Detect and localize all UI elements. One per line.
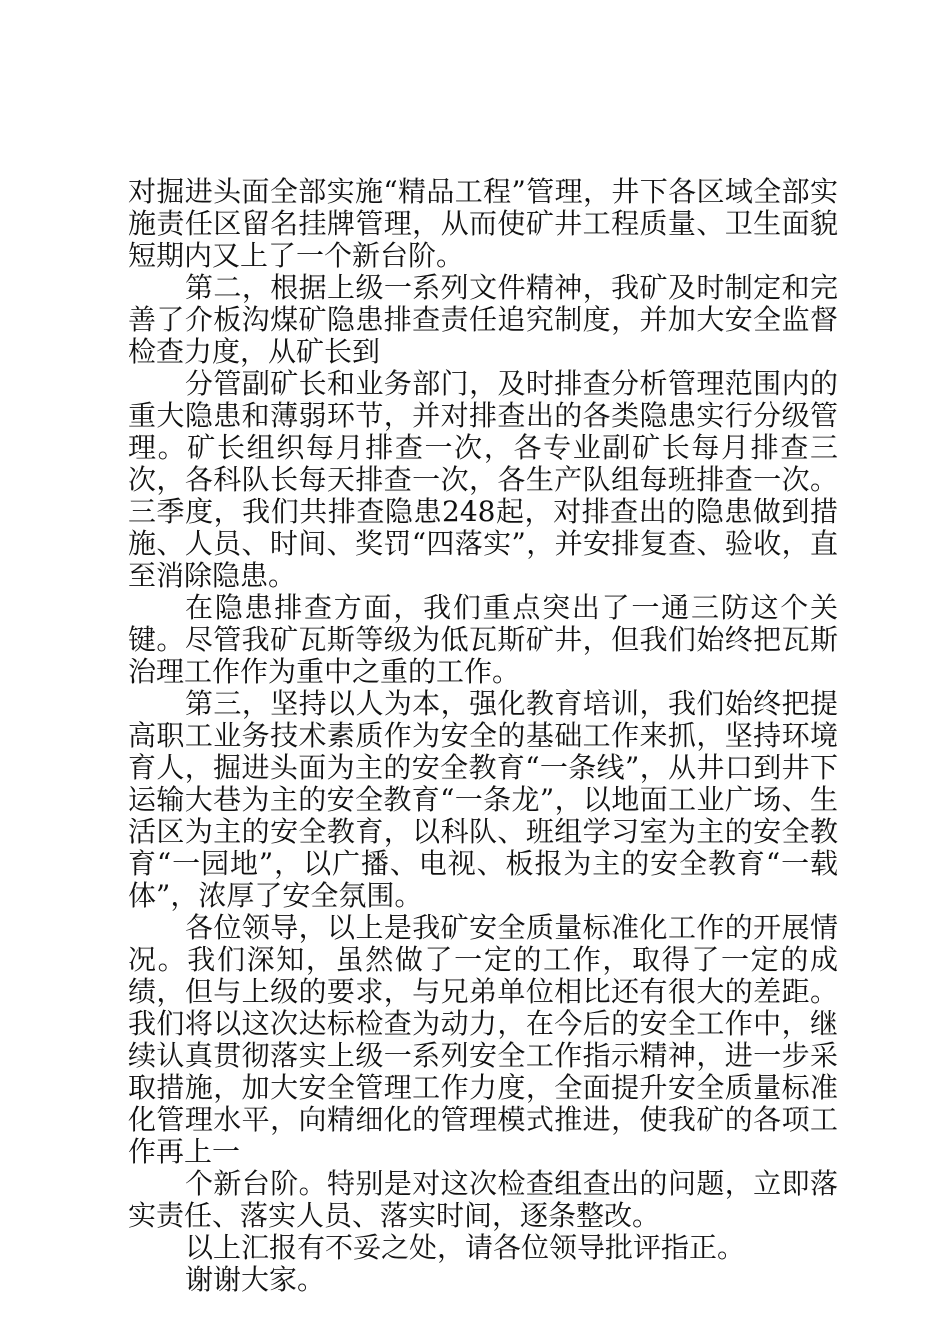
paragraph-continuation: 对掘进头面全部实施“精品工程”管理，井下各区域全部实施责任区留名挂牌管理，从而使矿井工程质量、卫生面貌短期内又上了一个新台阶。: [128, 175, 838, 272]
paragraph-closing-request: 以上汇报有不妥之处，请各位领导批评指正。: [185, 1231, 746, 1264]
paragraph-hazard-inspection: 分管副矿长和业务部门，及时排查分析管理范围内的重大隐患和薄弱环节，并对排查出的各类隐患实行分级管理。矿长组织每月排查一次，各专业副矿长每月排查三次，各科队长每天排查一次，各生产队组每班排查一次。三季度，我们共排查隐患248起，对排查出的隐患做到措施、人员、时间、奖罚“四落实”，并安排复查、验收，直至消除隐患。: [128, 367, 838, 592]
paragraph-second-point: 第二，根据上级一系列文件精神，我矿及时制定和完善了介板沟煤矿隐患排查责任追究制度，并加大安全监督检查力度，从矿长到: [128, 271, 838, 368]
paragraph-gas-control: 在隐患排查方面，我们重点突出了一通三防这个关键。尽管我矿瓦斯等级为低瓦斯矿井，但我们始终把瓦斯治理工作作为重中之重的工作。: [128, 591, 838, 688]
paragraph-rectification: 个新台阶。特别是对这次检查组查出的问题，立即落实责任、落实人员、落实时间，逐条整改。: [128, 1167, 838, 1232]
paragraph-summary: 各位领导，以上是我矿安全质量标准化工作的开展情况。我们深知，虽然做了一定的工作，取得了一定的成绩，但与上级的要求，与兄弟单位相比还有很大的差距。我们将以这次达标检查为动力，在今后的安全工作中，继续认真贯彻落实上级一系列安全工作指示精神，进一步采取措施，加大安全管理工作力度，全面提升安全质量标准化管理水平，向精细化的管理模式推进，使我矿的各项工作再上一: [128, 911, 838, 1168]
paragraph-third-point: 第三，坚持以人为本，强化教育培训，我们始终把提高职工业务技术素质作为安全的基础工作来抓，坚持环境育人，掘进头面为主的安全教育“一条线”，从井口到井下运输大巷为主的安全教育“一条龙”，以地面工业广场、生活区为主的安全教育，以科队、班组学习室为主的安全教育“一园地”，以广播、电视、板报为主的安全教育“一载体”，浓厚了安全氛围。: [128, 687, 838, 912]
document-body: [128, 176, 838, 1296]
paragraph-thanks: 谢谢大家。: [185, 1263, 326, 1296]
